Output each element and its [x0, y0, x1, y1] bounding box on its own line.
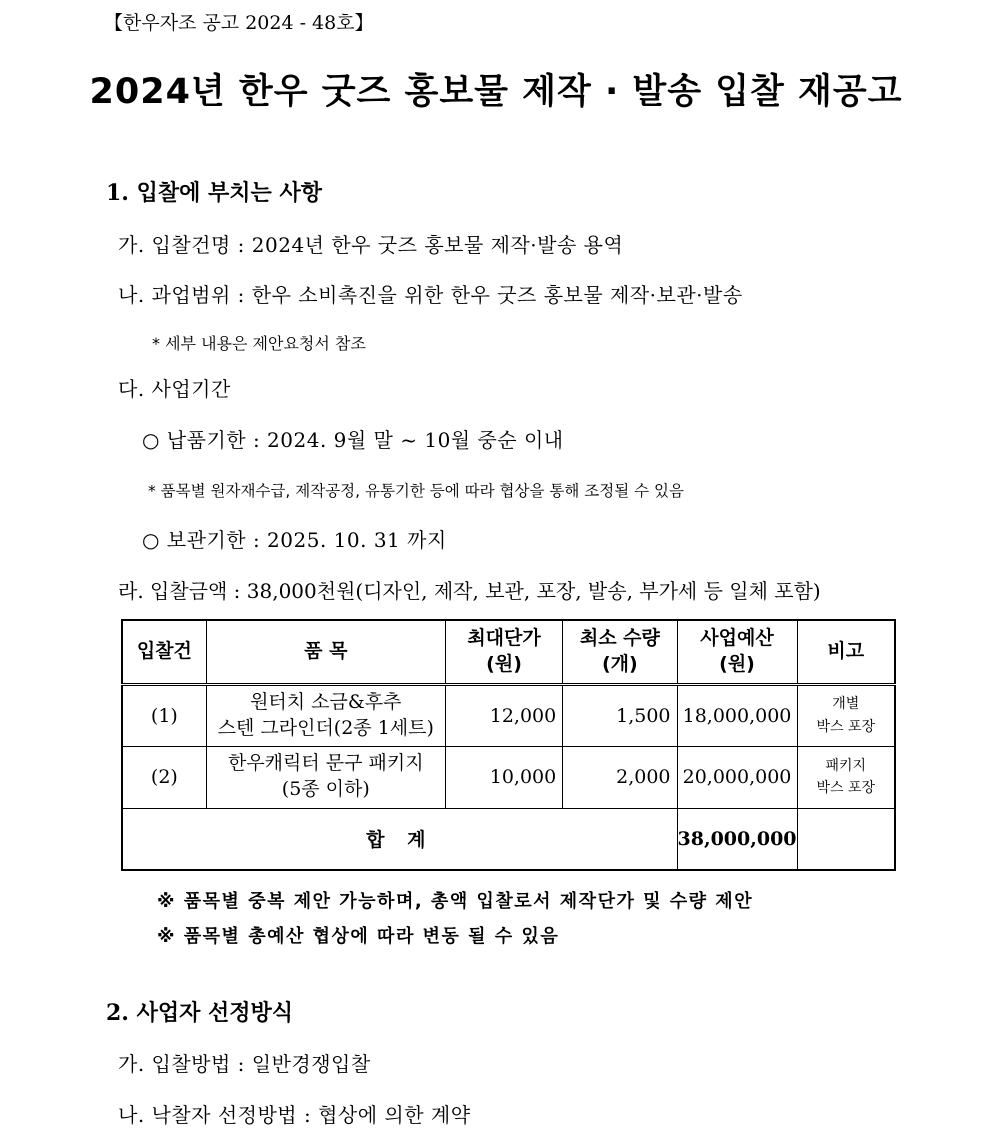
page-title: 2024년 한우 굿즈 홍보물 제작 · 발송 입찰 재공고 [89, 72, 903, 112]
bid-name: 가. 입찰건명 : 2024년 한우 굿즈 홍보물 제작·발송 용역 [118, 233, 624, 257]
row-max-price: 12,000 [445, 684, 562, 746]
row-lot: (1) [122, 684, 206, 746]
total-budget: 38,000,000 [677, 808, 797, 870]
section2-heading: 2. 사업자 선정방식 [106, 1000, 294, 1026]
row-max-price: 10,000 [445, 746, 562, 808]
table-row [122, 746, 895, 808]
row-item: 한우캐릭터 문구 패키지 (5종 이하) [206, 746, 445, 808]
row-budget: 20,000,000 [677, 746, 797, 808]
bid-amount: 라. 입찰금액 : 38,000천원(디자인, 제작, 보관, 포장, 발송, 부가세 등 일체 포함) [118, 579, 821, 603]
notice-number: 【한우자조 공고 2024 - 48호】 [104, 12, 374, 34]
delivery-note: * 품목별 원자재수급, 제작공정, 유통기한 등에 따라 협상을 통해 조정될 수 있음 [148, 482, 684, 500]
header-max-price: 최대단가 (원) [445, 620, 562, 684]
header-lot: 입찰건 [122, 620, 206, 684]
winner-selection-method: 나. 낙찰자 선정방법 : 협상에 의한 계약 [118, 1103, 471, 1127]
row-min-qty: 1,500 [563, 684, 677, 746]
delivery-deadline: ○ 납품기한 : 2024. 9월 말 ~ 10월 중순 이내 [142, 428, 564, 452]
table-row [122, 684, 895, 746]
header-item: 품 목 [206, 620, 445, 684]
header-remark: 비고 [797, 620, 895, 684]
total-remark [797, 808, 895, 870]
total-label: 합 계 [122, 808, 677, 870]
row-remark: 개별 박스 포장 [797, 684, 895, 746]
table-header-row [122, 620, 895, 684]
header-min-qty: 최소 수량 (개) [563, 620, 677, 684]
row-item: 원터치 소금&후추 스텐 그라인더(2종 1세트) [206, 684, 445, 746]
note-bid-option: ※ 품목별 중복 제안 가능하며, 총액 입찰로서 제작단가 및 수량 제안 [157, 891, 754, 912]
table-total-row [122, 808, 895, 870]
project-period-label: 다. 사업기간 [118, 377, 231, 401]
header-budget: 사업예산 (원) [677, 620, 797, 684]
bid-items-table [121, 619, 896, 871]
work-scope: 나. 과업범위 : 한우 소비촉진을 위한 한우 굿즈 홍보물 제작·보관·발송 [118, 283, 743, 307]
storage-deadline: ○ 보관기한 : 2025. 10. 31 까지 [142, 528, 447, 552]
bid-method: 가. 입찰방법 : 일반경쟁입찰 [118, 1052, 371, 1076]
section1-heading: 1. 입찰에 부치는 사항 [106, 180, 322, 206]
row-budget: 18,000,000 [677, 684, 797, 746]
row-lot: (2) [122, 746, 206, 808]
row-min-qty: 2,000 [563, 746, 677, 808]
row-remark: 패키지 박스 포장 [797, 746, 895, 808]
detail-note: * 세부 내용은 제안요청서 참조 [152, 334, 366, 353]
note-budget-change: ※ 품목별 총예산 협상에 따라 변동 될 수 있음 [157, 926, 560, 947]
